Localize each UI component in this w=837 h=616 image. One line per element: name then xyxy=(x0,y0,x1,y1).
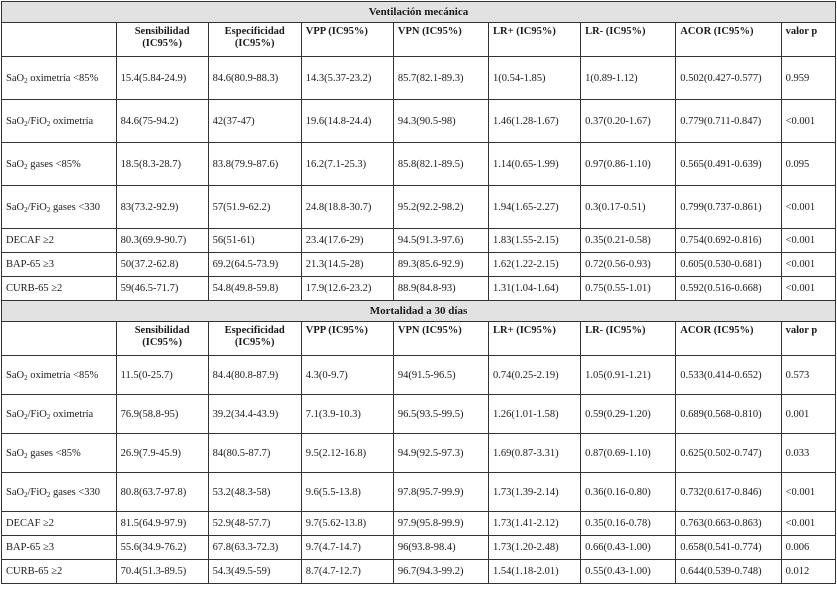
table-row xyxy=(2,560,836,584)
valor-p-cell: 0.033 xyxy=(781,434,835,473)
row-label: DECAF ≥2 xyxy=(2,229,117,253)
lr-neg-cell: 0.37(0.20-1.67) xyxy=(581,100,676,143)
sensibilidad-cell: 70.4(51.3-89.5) xyxy=(116,560,208,584)
lr-neg-cell: 0.36(0.16-0.80) xyxy=(581,473,676,512)
lr-pos-cell: 1.83(1.55-2.15) xyxy=(489,229,581,253)
acor-cell: 0.592(0.516-0.668) xyxy=(676,277,781,301)
sensibilidad-cell: 76.9(58.8-95) xyxy=(116,395,208,434)
row-label: CURB-65 ≥2 xyxy=(2,560,117,584)
row-label: BAP-65 ≥3 xyxy=(2,536,117,560)
vpn-cell: 88.9(84.8-93) xyxy=(393,277,488,301)
valor-p-cell: 0.959 xyxy=(781,57,835,100)
lr-neg-cell: 0.66(0.43-1.00) xyxy=(581,536,676,560)
table-row xyxy=(2,512,836,536)
row-label: DECAF ≥2 xyxy=(2,512,117,536)
lr-pos-cell: 1.94(1.65-2.27) xyxy=(489,186,581,229)
header-lr-neg: LR- (IC95%) xyxy=(581,23,676,57)
lr-pos-cell: 1.31(1.04-1.64) xyxy=(489,277,581,301)
section-title-row xyxy=(2,2,836,23)
lr-pos-cell: 0.74(0.25-2.19) xyxy=(489,356,581,395)
acor-cell: 0.565(0.491-0.639) xyxy=(676,143,781,186)
header-acor: ACOR (IC95%) xyxy=(676,322,781,356)
section-title-row xyxy=(2,301,836,322)
row-label: SaO$_2$/FiO$_2$ gases <330 xyxy=(2,473,117,512)
row-label: SaO$_2$ oximetría <85% xyxy=(2,57,117,100)
table-row xyxy=(2,395,836,434)
sensibilidad-cell: 11.5(0-25.7) xyxy=(116,356,208,395)
table-row xyxy=(2,356,836,395)
header-vpp: VPP (IC95%) xyxy=(301,23,393,57)
valor-p-cell: 0.095 xyxy=(781,143,835,186)
especificidad-cell: 53.2(48.3-58) xyxy=(208,473,301,512)
header-vpp: VPP (IC95%) xyxy=(301,322,393,356)
vpp-cell: 9.7(5.62-13.8) xyxy=(301,512,393,536)
especificidad-cell: 42(37-47) xyxy=(208,100,301,143)
lr-neg-cell: 0.35(0.16-0.78) xyxy=(581,512,676,536)
section-title: Mortalidad a 30 días xyxy=(2,301,836,322)
vpn-cell: 85.8(82.1-89.5) xyxy=(393,143,488,186)
valor-p-cell: <0.001 xyxy=(781,253,835,277)
header-vpn: VPN (IC95%) xyxy=(393,322,488,356)
vpn-cell: 89.3(85.6-92.9) xyxy=(393,253,488,277)
row-label: SaO$_2$ gases <85% xyxy=(2,143,117,186)
header-blank-cell xyxy=(2,322,117,356)
lr-neg-cell: 0.35(0.21-0.58) xyxy=(581,229,676,253)
valor-p-cell: <0.001 xyxy=(781,186,835,229)
especificidad-cell: 39.2(34.4-43.9) xyxy=(208,395,301,434)
vpp-cell: 9.7(4.7-14.7) xyxy=(301,536,393,560)
lr-pos-cell: 1.46(1.28-1.67) xyxy=(489,100,581,143)
especificidad-cell: 54.8(49.8-59.8) xyxy=(208,277,301,301)
vpn-cell: 95.2(92.2-98.2) xyxy=(393,186,488,229)
section-title: Ventilación mecánica xyxy=(2,2,836,23)
lr-neg-cell: 0.87(0.69-1.10) xyxy=(581,434,676,473)
especificidad-cell: 84.4(80.8-87.9) xyxy=(208,356,301,395)
valor-p-cell: 0.001 xyxy=(781,395,835,434)
sensibilidad-cell: 80.3(69.9-90.7) xyxy=(116,229,208,253)
vpn-cell: 94.9(92.5-97.3) xyxy=(393,434,488,473)
vpp-cell: 17.9(12.6-23.2) xyxy=(301,277,393,301)
results-table xyxy=(1,1,836,584)
header-blank-cell xyxy=(2,23,117,57)
vpn-cell: 97.8(95.7-99.9) xyxy=(393,473,488,512)
lr-neg-cell: 1(0.89-1.12) xyxy=(581,57,676,100)
column-header-row xyxy=(2,23,836,57)
sensibilidad-cell: 26.9(7.9-45.9) xyxy=(116,434,208,473)
table-row xyxy=(2,143,836,186)
vpn-cell: 94(91.5-96.5) xyxy=(393,356,488,395)
acor-cell: 0.625(0.502-0.747) xyxy=(676,434,781,473)
lr-pos-cell: 1.73(1.39-2.14) xyxy=(489,473,581,512)
lr-pos-cell: 1.69(0.87-3.31) xyxy=(489,434,581,473)
especificidad-cell: 54.3(49.5-59) xyxy=(208,560,301,584)
sensibilidad-cell: 83(73.2-92.9) xyxy=(116,186,208,229)
especificidad-cell: 84.6(80.9-88.3) xyxy=(208,57,301,100)
row-label: CURB-65 ≥2 xyxy=(2,277,117,301)
lr-neg-cell: 0.97(0.86-1.10) xyxy=(581,143,676,186)
table-row xyxy=(2,253,836,277)
header-sensibilidad: Sensibilidad (IC95%) xyxy=(116,23,208,57)
table-row xyxy=(2,186,836,229)
sensibilidad-cell: 80.8(63.7-97.8) xyxy=(116,473,208,512)
vpn-cell: 96(93.8-98.4) xyxy=(393,536,488,560)
lr-pos-cell: 1.73(1.20-2.48) xyxy=(489,536,581,560)
especificidad-cell: 57(51.9-62.2) xyxy=(208,186,301,229)
vpn-cell: 96.5(93.5-99.5) xyxy=(393,395,488,434)
column-header-row xyxy=(2,322,836,356)
acor-cell: 0.779(0.711-0.847) xyxy=(676,100,781,143)
vpn-cell: 85.7(82.1-89.3) xyxy=(393,57,488,100)
vpp-cell: 8.7(4.7-12.7) xyxy=(301,560,393,584)
lr-pos-cell: 1.54(1.18-2.01) xyxy=(489,560,581,584)
acor-cell: 0.658(0.541-0.774) xyxy=(676,536,781,560)
acor-cell: 0.732(0.617-0.846) xyxy=(676,473,781,512)
sensibilidad-cell: 50(37.2-62.8) xyxy=(116,253,208,277)
vpp-cell: 14.3(5.37-23.2) xyxy=(301,57,393,100)
table-row xyxy=(2,473,836,512)
acor-cell: 0.644(0.539-0.748) xyxy=(676,560,781,584)
valor-p-cell: 0.006 xyxy=(781,536,835,560)
acor-cell: 0.502(0.427-0.577) xyxy=(676,57,781,100)
sensibilidad-cell: 84.6(75-94.2) xyxy=(116,100,208,143)
especificidad-cell: 84(80.5-87.7) xyxy=(208,434,301,473)
vpp-cell: 4.3(0-9.7) xyxy=(301,356,393,395)
sensibilidad-cell: 55.6(34.9-76.2) xyxy=(116,536,208,560)
acor-cell: 0.605(0.530-0.681) xyxy=(676,253,781,277)
vpn-cell: 94.5(91.3-97.6) xyxy=(393,229,488,253)
especificidad-cell: 56(51-61) xyxy=(208,229,301,253)
lr-neg-cell: 0.3(0.17-0.51) xyxy=(581,186,676,229)
especificidad-cell: 52.9(48-57.7) xyxy=(208,512,301,536)
sensibilidad-cell: 18.5(8.3-28.7) xyxy=(116,143,208,186)
header-sensibilidad: Sensibilidad (IC95%) xyxy=(116,322,208,356)
especificidad-cell: 83.8(79.9-87.6) xyxy=(208,143,301,186)
vpn-cell: 97.9(95.8-99.9) xyxy=(393,512,488,536)
header-especificidad: Especificidad (IC95%) xyxy=(208,23,301,57)
especificidad-cell: 67.8(63.3-72.3) xyxy=(208,536,301,560)
header-valor-p: valor p xyxy=(781,23,835,57)
acor-cell: 0.533(0.414-0.652) xyxy=(676,356,781,395)
row-label: SaO$_2$ oximetría <85% xyxy=(2,356,117,395)
lr-neg-cell: 0.55(0.43-1.00) xyxy=(581,560,676,584)
row-label: SaO$_2$ gases <85% xyxy=(2,434,117,473)
sensibilidad-cell: 81.5(64.9-97.9) xyxy=(116,512,208,536)
lr-neg-cell: 1.05(0.91-1.21) xyxy=(581,356,676,395)
table-row xyxy=(2,536,836,560)
vpp-cell: 24.8(18.8-30.7) xyxy=(301,186,393,229)
acor-cell: 0.754(0.692-0.816) xyxy=(676,229,781,253)
acor-cell: 0.689(0.568-0.810) xyxy=(676,395,781,434)
table-body xyxy=(2,2,836,584)
vpp-cell: 19.6(14.8-24.4) xyxy=(301,100,393,143)
vpp-cell: 7.1(3.9-10.3) xyxy=(301,395,393,434)
header-lr-neg: LR- (IC95%) xyxy=(581,322,676,356)
acor-cell: 0.799(0.737-0.861) xyxy=(676,186,781,229)
vpn-cell: 94.3(90.5-98) xyxy=(393,100,488,143)
lr-neg-cell: 0.59(0.29-1.20) xyxy=(581,395,676,434)
lr-pos-cell: 1.26(1.01-1.58) xyxy=(489,395,581,434)
row-label: SaO$_2$/FiO$_2$ gases <330 xyxy=(2,186,117,229)
valor-p-cell: 0.012 xyxy=(781,560,835,584)
lr-pos-cell: 1.73(1.41-2.12) xyxy=(489,512,581,536)
valor-p-cell: <0.001 xyxy=(781,100,835,143)
table-row xyxy=(2,434,836,473)
header-valor-p: valor p xyxy=(781,322,835,356)
header-lr-pos: LR+ (IC95%) xyxy=(489,23,581,57)
row-label: BAP-65 ≥3 xyxy=(2,253,117,277)
valor-p-cell: <0.001 xyxy=(781,277,835,301)
table-row xyxy=(2,277,836,301)
header-especificidad: Especificidad (IC95%) xyxy=(208,322,301,356)
sensibilidad-cell: 59(46.5-71.7) xyxy=(116,277,208,301)
vpp-cell: 23.4(17.6-29) xyxy=(301,229,393,253)
table-row xyxy=(2,229,836,253)
lr-pos-cell: 1(0.54-1.85) xyxy=(489,57,581,100)
lr-neg-cell: 0.72(0.56-0.93) xyxy=(581,253,676,277)
lr-pos-cell: 1.14(0.65-1.99) xyxy=(489,143,581,186)
row-label: SaO$_2$/FiO$_2$ oximetría xyxy=(2,100,117,143)
vpn-cell: 96.7(94.3-99.2) xyxy=(393,560,488,584)
vpp-cell: 9.6(5.5-13.8) xyxy=(301,473,393,512)
header-vpn: VPN (IC95%) xyxy=(393,23,488,57)
vpp-cell: 9.5(2.12-16.8) xyxy=(301,434,393,473)
table-row xyxy=(2,57,836,100)
header-lr-pos: LR+ (IC95%) xyxy=(489,322,581,356)
especificidad-cell: 69.2(64.5-73.9) xyxy=(208,253,301,277)
lr-pos-cell: 1.62(1.22-2.15) xyxy=(489,253,581,277)
vpp-cell: 21.3(14.5-28) xyxy=(301,253,393,277)
sensibilidad-cell: 15.4(5.84-24.9) xyxy=(116,57,208,100)
valor-p-cell: <0.001 xyxy=(781,229,835,253)
valor-p-cell: <0.001 xyxy=(781,473,835,512)
valor-p-cell: 0.573 xyxy=(781,356,835,395)
valor-p-cell: <0.001 xyxy=(781,512,835,536)
vpp-cell: 16.2(7.1-25.3) xyxy=(301,143,393,186)
lr-neg-cell: 0.75(0.55-1.01) xyxy=(581,277,676,301)
acor-cell: 0.763(0.663-0.863) xyxy=(676,512,781,536)
header-acor: ACOR (IC95%) xyxy=(676,23,781,57)
row-label: SaO$_2$/FiO$_2$ oximetría xyxy=(2,395,117,434)
table-row xyxy=(2,100,836,143)
